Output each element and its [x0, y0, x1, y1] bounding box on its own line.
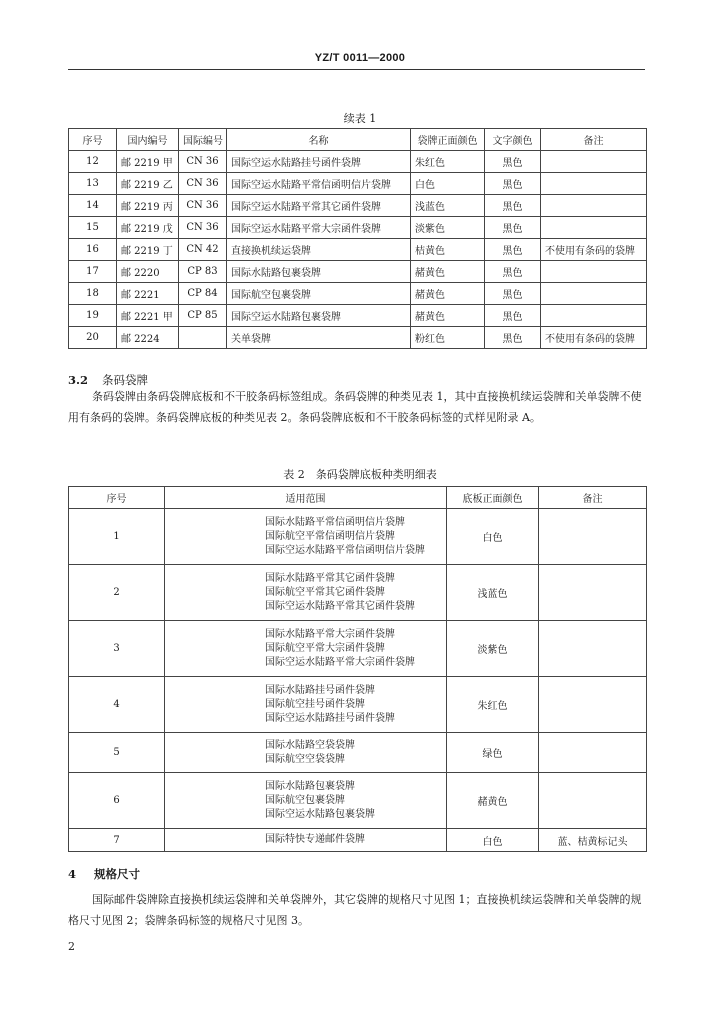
- scope-line: 国际航空包裹袋牌: [265, 794, 345, 806]
- table-cell: 18: [69, 283, 117, 305]
- table1-header-cell: 袋牌正面颜色: [411, 129, 485, 151]
- table-cell: 直接换机续运袋牌: [227, 239, 411, 261]
- table-cell: 不使用有条码的袋牌: [541, 239, 647, 261]
- table-cell: [179, 327, 227, 349]
- table-cell: 绿色: [447, 733, 539, 773]
- table-row: [69, 217, 647, 239]
- table-cell: [539, 509, 647, 565]
- section-4-paragraph: 国际邮件袋牌除直接换机续运袋牌和关单袋牌外，其它袋牌的规格尺寸见图 1；直接换机续运袋牌和关单袋牌的规格尺寸见图 2；袋牌条码标签的规格尺寸见图 3。: [68, 893, 642, 927]
- section-number: 3.2: [68, 373, 89, 387]
- table-cell: 13: [69, 173, 117, 195]
- table1-header-cell: 名称: [227, 129, 411, 151]
- table-cell: 15: [69, 217, 117, 239]
- table-cell: 国际空运水陆路平常大宗函件袋牌: [227, 217, 411, 239]
- table-row: [69, 173, 647, 195]
- table-cell: 邮 2219 丙: [117, 195, 179, 217]
- table-cell: 黑色: [485, 327, 541, 349]
- table-cell: [541, 305, 647, 327]
- table-cell: [541, 173, 647, 195]
- table-cell: [539, 565, 647, 621]
- table-cell: 20: [69, 327, 117, 349]
- table-cell-scope: [165, 829, 447, 852]
- page-number: 2: [68, 940, 75, 953]
- table-cell: 黑色: [485, 239, 541, 261]
- scope-line: 国际空运水陆路平常大宗函件袋牌: [265, 656, 415, 668]
- table-row: [69, 829, 647, 852]
- table-cell: 19: [69, 305, 117, 327]
- table-cell: 淡紫色: [411, 217, 485, 239]
- header-rule: [68, 69, 645, 70]
- table-cell: [541, 195, 647, 217]
- section-number: 4: [68, 867, 77, 881]
- table-cell: CP 85: [179, 305, 227, 327]
- table-cell: 黑色: [485, 261, 541, 283]
- table-cell: [539, 621, 647, 677]
- table-cell: 5: [69, 733, 165, 773]
- table-cell: 4: [69, 677, 165, 733]
- table2-header-row: [69, 487, 647, 509]
- table-cell: 邮 2219 戊: [117, 217, 179, 239]
- table-cell-scope: [165, 677, 447, 733]
- scope-line: 国际航空平常其它函件袋牌: [265, 586, 385, 598]
- table-cell: 白色: [447, 829, 539, 852]
- section-title: 条码袋牌: [102, 373, 149, 387]
- scope-line: 国际水陆路包裹袋牌: [265, 780, 355, 792]
- table-row: [69, 733, 647, 773]
- table-cell: CN 36: [179, 195, 227, 217]
- table-cell: 桔黄色: [411, 239, 485, 261]
- table-cell: CN 36: [179, 151, 227, 173]
- table-cell: 17: [69, 261, 117, 283]
- table-row: [69, 305, 647, 327]
- table-cell: CP 84: [179, 283, 227, 305]
- table-cell: 黑色: [485, 305, 541, 327]
- table-cell: 国际水陆路包裹袋牌: [227, 261, 411, 283]
- scope-line: 国际航空平常大宗函件袋牌: [265, 642, 385, 654]
- scope-line: 国际空运水陆路挂号函件袋牌: [265, 712, 395, 724]
- table-cell: 白色: [411, 173, 485, 195]
- table2-caption: 表 2 条码袋牌底板种类明细表: [283, 468, 437, 481]
- table-row: [69, 509, 647, 565]
- scope-line: 国际空运水陆路包裹袋牌: [265, 808, 375, 820]
- scope-line: 国际空运水陆路平常信函明信片袋牌: [265, 544, 425, 556]
- table-cell: 赭黄色: [411, 305, 485, 327]
- table2-header-cell: 备注: [539, 487, 647, 509]
- table-cell: 6: [69, 773, 165, 829]
- table-cell-scope: [165, 621, 447, 677]
- table-cell: [541, 283, 647, 305]
- table-cell: [539, 677, 647, 733]
- table-cell: 16: [69, 239, 117, 261]
- table-cell: 国际空运水陆路包裹袋牌: [227, 305, 411, 327]
- section-4-heading: [68, 866, 140, 882]
- table2-header-cell: 适用范围: [165, 487, 447, 509]
- scope-line: 国际航空平常信函明信片袋牌: [265, 530, 395, 542]
- table-cell: 浅蓝色: [411, 195, 485, 217]
- section-3-2-paragraph: 条码袋牌由条码袋牌底板和不干胶条码标签组成。条码袋牌的种类见表 1，其中直接换机续运袋牌和关单袋牌不使用有条码的袋牌。条码袋牌底板的种类见表 2。条码袋牌底板和不干胶条码标签的式样见附录 A。: [68, 390, 642, 424]
- table-row: [69, 621, 647, 677]
- table-cell: 黑色: [485, 217, 541, 239]
- table-cell: CN 36: [179, 173, 227, 195]
- table-row: [69, 677, 647, 733]
- table-cell: 蓝、桔黄标记头: [539, 829, 647, 852]
- table-cell: 12: [69, 151, 117, 173]
- table-cell: 赭黄色: [411, 283, 485, 305]
- document-code: YZ/T 0011—2000: [314, 52, 406, 64]
- table-cell: 1: [69, 509, 165, 565]
- table-cell: 2: [69, 565, 165, 621]
- table-cell: 不使用有条码的袋牌: [541, 327, 647, 349]
- table-cell: 国际空运水陆路平常信函明信片袋牌: [227, 173, 411, 195]
- table-cell: 关单袋牌: [227, 327, 411, 349]
- table-cell: 淡紫色: [447, 621, 539, 677]
- scope-line: 国际航空空袋袋牌: [265, 753, 345, 765]
- table-cell: 黑色: [485, 151, 541, 173]
- scope-line: 国际水陆路空袋袋牌: [265, 739, 355, 751]
- table-cell: 邮 2219 乙: [117, 173, 179, 195]
- section-title: 规格尺寸: [94, 867, 141, 881]
- table-row: [69, 565, 647, 621]
- table-row: [69, 195, 647, 217]
- table1-header-cell: 文字颜色: [485, 129, 541, 151]
- table-cell-scope: [165, 733, 447, 773]
- table-row: [69, 239, 647, 261]
- table-cell: 赭黄色: [411, 261, 485, 283]
- table-cell: 朱红色: [411, 151, 485, 173]
- table-cell: [539, 773, 647, 829]
- scope-line: 国际水陆路挂号函件袋牌: [265, 684, 375, 696]
- table1-header-cell: 备注: [541, 129, 647, 151]
- table-cell: 14: [69, 195, 117, 217]
- scope-line: 国际水陆路平常大宗函件袋牌: [265, 628, 395, 640]
- scope-line: 国际水陆路平常信函明信片袋牌: [265, 516, 405, 528]
- table-cell: [539, 733, 647, 773]
- table1-header-row: [69, 129, 647, 151]
- scope-line: 国际水陆路平常其它函件袋牌: [265, 572, 395, 584]
- table-cell: 邮 2219 甲: [117, 151, 179, 173]
- table-cell: 邮 2220: [117, 261, 179, 283]
- table-cell: 7: [69, 829, 165, 852]
- scope-line: 国际空运水陆路平常其它函件袋牌: [265, 600, 415, 612]
- table-cell-scope: [165, 509, 447, 565]
- scope-line: 国际航空挂号函件袋牌: [265, 698, 365, 710]
- table-cell: 白色: [447, 509, 539, 565]
- table-cell: 邮 2219 丁: [117, 239, 179, 261]
- table-cell: [541, 151, 647, 173]
- table-cell: CN 36: [179, 217, 227, 239]
- table-row: [69, 151, 647, 173]
- table-cell: 黑色: [485, 283, 541, 305]
- table-cell: CP 83: [179, 261, 227, 283]
- table-cell: 国际空运水陆路平常其它函件袋牌: [227, 195, 411, 217]
- table-cell: 浅蓝色: [447, 565, 539, 621]
- table-row: [69, 261, 647, 283]
- table-cell: 黑色: [485, 195, 541, 217]
- table-row: [69, 283, 647, 305]
- table-cell: 粉红色: [411, 327, 485, 349]
- table-cell: 国际航空包裹袋牌: [227, 283, 411, 305]
- table-row: [69, 773, 647, 829]
- scope-line: 国际特快专递邮件袋牌: [265, 834, 365, 845]
- table-cell: 3: [69, 621, 165, 677]
- table-cell: 国际空运水陆路挂号函件袋牌: [227, 151, 411, 173]
- table-cell: 邮 2221 甲: [117, 305, 179, 327]
- table1: [68, 128, 647, 349]
- table-cell: [541, 217, 647, 239]
- table2: [68, 486, 647, 852]
- table2-header-cell: 底板正面颜色: [447, 487, 539, 509]
- table-cell-scope: [165, 773, 447, 829]
- table1-header-cell: 国内编号: [117, 129, 179, 151]
- table-cell: 黑色: [485, 173, 541, 195]
- table2-header-cell: 序号: [69, 487, 165, 509]
- table-cell: CN 42: [179, 239, 227, 261]
- table-row: [69, 327, 647, 349]
- table-cell-scope: [165, 565, 447, 621]
- table1-header-cell: 国际编号: [179, 129, 227, 151]
- table-cell: 邮 2224: [117, 327, 179, 349]
- table-cell: 赭黄色: [447, 773, 539, 829]
- table-cell: 邮 2221: [117, 283, 179, 305]
- table1-caption: 续表 1: [343, 112, 377, 125]
- table-cell: [541, 261, 647, 283]
- table1-header-cell: 序号: [69, 129, 117, 151]
- table-cell: 朱红色: [447, 677, 539, 733]
